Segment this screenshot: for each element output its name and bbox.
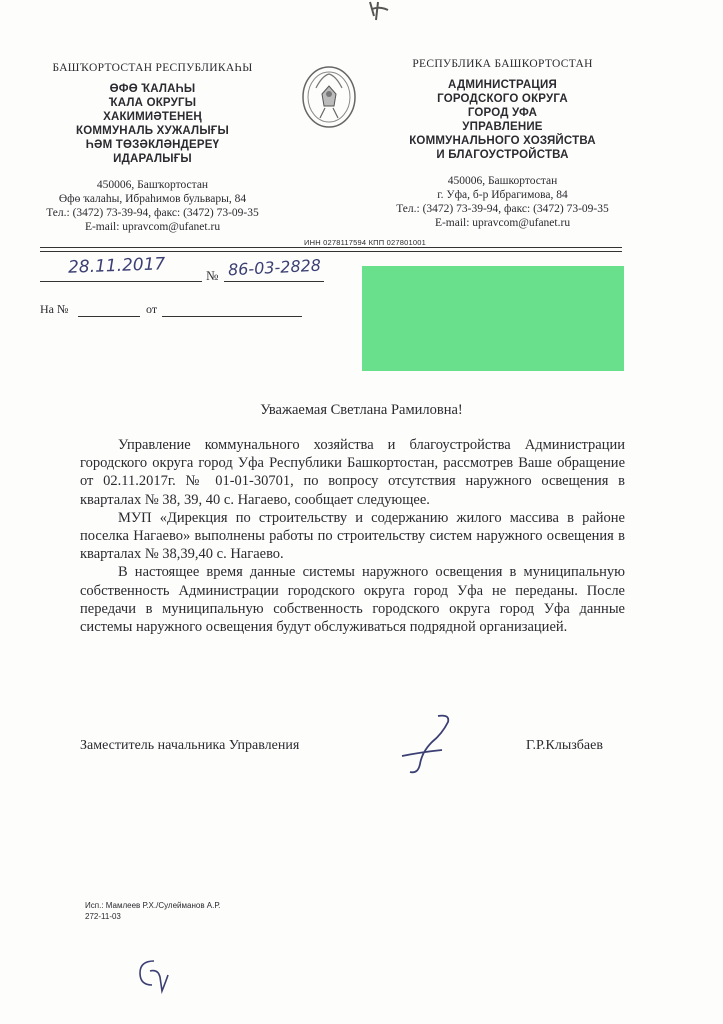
paragraph: Управление коммунального хозяйства и благоустройства Администрации городского округа город Уфа Республики Башкортостан, рассмотрев Ваше обращение от 02.11.2017г. № 01-01-30701, по вопросу отсутствия наружного освещения в кварталах № 38, 39, 40 с. Нагаево, сообщает следующее. — [80, 437, 625, 508]
header-left — [30, 62, 275, 234]
greeting: Уважаемая Светлана Рамиловна! — [260, 402, 463, 418]
number-line — [224, 281, 324, 282]
header-rule-bottom — [40, 251, 622, 252]
letter-body — [80, 436, 625, 636]
bottom-handwritten-mark — [132, 955, 180, 995]
executor-info: Исп.: Мамлеев Р.Х./Сулейманов А.Р. 272-11-03 — [85, 901, 221, 921]
inn-kpp: ИНН 0278117594 КПП 027801001 — [304, 238, 426, 247]
emblem-icon — [300, 64, 358, 130]
signatory-title: Заместитель начальника Управления — [80, 738, 300, 753]
redaction-block — [362, 266, 624, 371]
paragraph: В настоящее время данные системы наружного освещения в муниципальную собственность Администрации городского округа город Уфа не переданы. После передачи в муниципальную собственность городского округа город Уфа данные системы наружного освещения будут обслуживаться подрядной организацией. — [80, 564, 625, 636]
date-handwritten: 28.11.2017 — [67, 254, 166, 278]
number-sign: № — [206, 268, 219, 283]
reply-to-date-label: от — [146, 302, 158, 316]
header-right — [375, 58, 630, 230]
reply-to-date-line — [162, 316, 302, 317]
paragraph: МУП «Дирекция по строительству и содержанию жилого массива в районе поселка Нагаево» выполнены работы по строительству систем наружного освещения в кварталах № 38,39,40 с. Нагаево. — [80, 509, 625, 563]
header-rule-top — [40, 247, 622, 248]
date-line — [40, 281, 202, 282]
header-right-republic: РЕСПУБЛИКА БАШКОРТОСТАН — [412, 58, 593, 70]
header-left-address: 450006, Башҡортостан Өфө ҡалаһы, Ибраһимов бульвары, 84 Тел.: (3472) 73-39-94, факс: (3472) 73-09-35 E-mail: upravcom@ufanet.ru — [46, 179, 259, 233]
reply-to-label: На № — [40, 302, 69, 316]
header-right-address: 450006, Башкортостан г. Уфа, б-р Ибрагимова, 84 Тел.: (3472) 73-39-94, факс: (3472) 73-09-35 E-mail: upravcom@ufanet.ru — [396, 175, 609, 229]
handwritten-signature — [392, 712, 472, 780]
top-handwritten-mark — [364, 0, 394, 22]
header-left-republic: БАШҠОРТОСТАН РЕСПУБЛИКАҺЫ — [52, 62, 253, 74]
header-left-org: ӨФӨ ҠАЛАҺЫ ҠАЛА ОКРУГЫ ХАКИМИӘТЕНЕҢ КОММУНАЛЬ ХУЖАЛЫҒЫ ҺӘМ ТӨЗӘКЛӘНДЕРЕҮ ИДАРАЛЫҒЫ — [76, 83, 229, 165]
number-handwritten: 86-03-2828 — [227, 255, 322, 280]
header-right-org: АДМИНИСТРАЦИЯ ГОРОДСКОГО ОКРУГА ГОРОД УФА УПРАВЛЕНИЕ КОММУНАЛЬНОГО ХОЗЯЙСТВА И БЛАГОУСТРОЙСТВА — [409, 79, 596, 161]
reply-to-number-line — [78, 316, 140, 317]
signatory-name: Г.Р.Клызбаев — [526, 738, 603, 753]
